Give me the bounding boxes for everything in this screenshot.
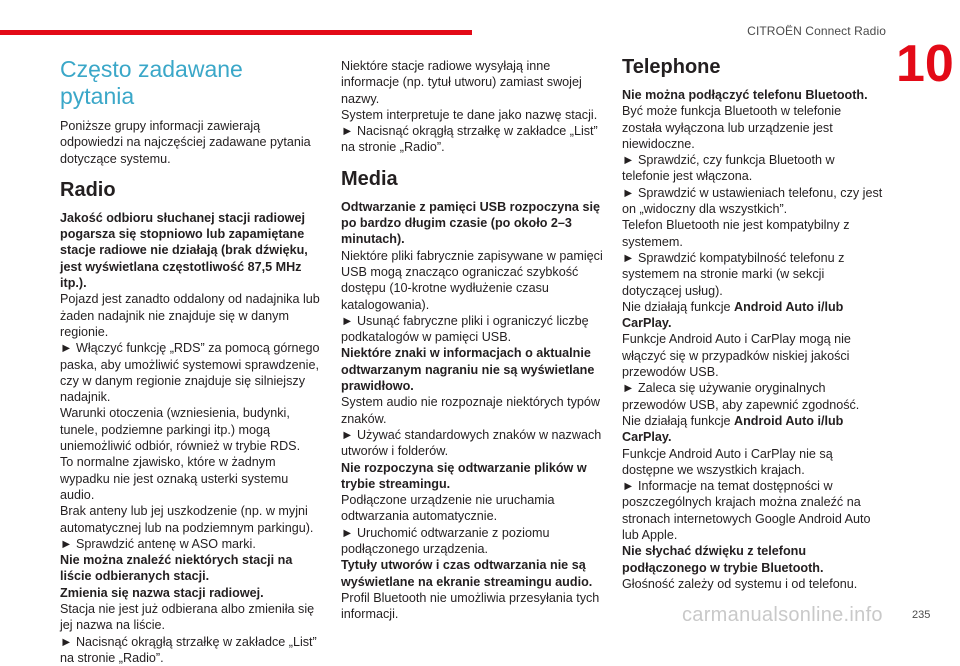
answer: Pojazd jest zanadto oddalony od nadajnika lub żaden nadajnik nie znajduje się w danym regionie. xyxy=(60,292,320,339)
answer-step: ► Informacje na temat dostępności w poszczególnych krajach można znaleźć na stronach internetowych Google Android Auto lub Apple. xyxy=(622,479,871,543)
header-accent-bar xyxy=(0,30,472,35)
question: Nie można podłączyć telefonu Bluetooth. xyxy=(622,88,868,102)
question: Jakość odbioru słuchanej stacji radiowej pogarsza się stopniowo lub zapamiętane stacje radiowe nie działają (brak dźwięku, jest wyświetlana częstotliwość 87,5 MHz itp.). xyxy=(60,210,308,291)
running-head: CITROËN Connect Radio xyxy=(747,24,886,38)
column-1 xyxy=(60,56,322,666)
section-heading-media: Media xyxy=(341,167,398,190)
question-bold: Android Auto i/lub CarPlay. xyxy=(622,299,844,331)
question-bold: Android Auto i/lub CarPlay. xyxy=(622,413,844,445)
answer: To normalne zjawisko, które w żadnym wypadku nie jest oznaką usterki systemu audio. xyxy=(60,455,289,502)
answer: Niektóre stacje radiowe wysyłają inne informacje (np. tytuł utworu) zamiast swojej nazwy. xyxy=(341,59,582,106)
answer-step: ► Nacisnąć okrągłą strzałkę w zakładce „List” na stronie „Radio”. xyxy=(60,634,317,665)
answer-step: ► Używać standardowych znaków w nazwach utworów i folderów. xyxy=(341,427,602,459)
page-title: Często zadawane pytania xyxy=(60,56,243,109)
question-prefix: Nie działają funkcje xyxy=(622,413,735,428)
answer: System interpretuje te dane jako nazwę stacji. xyxy=(341,107,598,122)
question: Odtwarzanie z pamięci USB rozpoczyna się po bardzo długim czasie (po około 2–3 minutach). xyxy=(341,199,600,247)
answer: Brak anteny lub jej uszkodzenie (np. w myjni automatycznej lub na podziemnym parkingu). xyxy=(60,504,314,535)
section-heading-telephone: Telephone xyxy=(622,56,721,78)
answer: Stacja nie jest już odbierana albo zmieniła się jej nazwa na liście. xyxy=(60,602,315,633)
column-3 xyxy=(622,56,884,592)
answer: Telefon Bluetooth nie jest kompatybilny z systemem. xyxy=(622,218,850,249)
intro-text: Poniższe grupy informacji zawierają odpowiedzi na najczęściej zadawane pytania dotyczące systemu. xyxy=(60,119,311,166)
answer-step: ► Usunąć fabryczne pliki i ograniczyć liczbę podkatalogów w pamięci USB. xyxy=(341,313,589,345)
question: Nie rozpoczyna się odtwarzanie plików w trybie streamingu. xyxy=(341,460,587,491)
answer: Głośność zależy od systemu i od telefonu. xyxy=(622,576,858,591)
question-prefix: Nie działają funkcje xyxy=(622,299,735,314)
answer-step: ► Sprawdzić w ustawieniach telefonu, czy jest on „widoczny dla wszystkich”. xyxy=(622,185,883,217)
answer-step: ► Sprawdzić antenę w ASO marki. xyxy=(60,536,256,551)
question: Nie słychać dźwięku z telefonu podłączonego w trybie Bluetooth. xyxy=(622,544,824,575)
answer-step: ► Włączyć funkcję „RDS” za pomocą górnego paska, aby umożliwić systemowi sprawdzenie, czy w danym regionie znajduje się silniejszy nadajnik. xyxy=(60,341,320,405)
answer: Funkcje Android Auto i CarPlay nie są dostępne we wszystkich krajach. xyxy=(622,446,833,477)
column-2 xyxy=(341,44,603,623)
question-mixed xyxy=(622,413,884,446)
answer: System audio nie rozpoznaje niektórych typów znaków. xyxy=(341,395,601,426)
answer: Funkcje Android Auto i CarPlay mogą nie włączyć się w przypadków niskiej jakości przewodów USB. xyxy=(622,332,851,380)
question: Tytuły utworów i czas odtwarzania nie są wyświetlane na ekranie streamingu audio. xyxy=(341,558,593,589)
answer: Podłączone urządzenie nie uruchamia odtwarzania automatycznie. xyxy=(341,493,555,524)
question-mixed xyxy=(622,299,884,332)
answer-step: ► Nacisnąć okrągłą strzałkę w zakładce „List” na stronie „Radio”. xyxy=(341,124,598,155)
answer-step: ► Zaleca się używanie oryginalnych przewodów USB, aby zapewnić zgodność. xyxy=(622,381,860,412)
page-number: 235 xyxy=(912,609,931,621)
answer: Być może funkcja Bluetooth w telefonie została wyłączona lub urządzenie jest niewidoczne. xyxy=(622,104,842,151)
answer-step: ► Sprawdzić, czy funkcja Bluetooth w telefonie jest włączona. xyxy=(622,153,835,184)
answer: Warunki otoczenia (wzniesienia, budynki, tunele, podziemne parkingi itp.) mogą uniemożliwić odbiór, również w trybie RDS. xyxy=(60,406,301,454)
answer: Profil Bluetooth nie umożliwia przesyłania tych informacji. xyxy=(341,590,600,622)
question: Nie można znaleźć niektórych stacji na liście odbieranych stacji. xyxy=(60,553,293,584)
answer-step: ► Uruchomić odtwarzanie z poziomu podłączonego urządzenia. xyxy=(341,525,550,557)
chapter-number: 10 xyxy=(896,35,954,93)
question: Niektóre znaki w informacjach o aktualnie odtwarzanym nagraniu nie są wyświetlane prawidłowo. xyxy=(341,346,595,394)
answer: Niektóre pliki fabrycznie zapisywane w pamięci USB mogą znacząco ograniczać szybkość dostępu (10-krotne wydłużenie czasu katalogowania). xyxy=(341,248,603,312)
answer-step: ► Sprawdzić kompatybilność telefonu z systemem na stronie marki (w sekcji dotyczącej usług). xyxy=(622,250,845,298)
question: Zmienia się nazwa stacji radiowej. xyxy=(60,585,264,600)
watermark: carmanualsonline.info xyxy=(682,604,883,626)
section-heading-radio: Radio xyxy=(60,178,116,201)
